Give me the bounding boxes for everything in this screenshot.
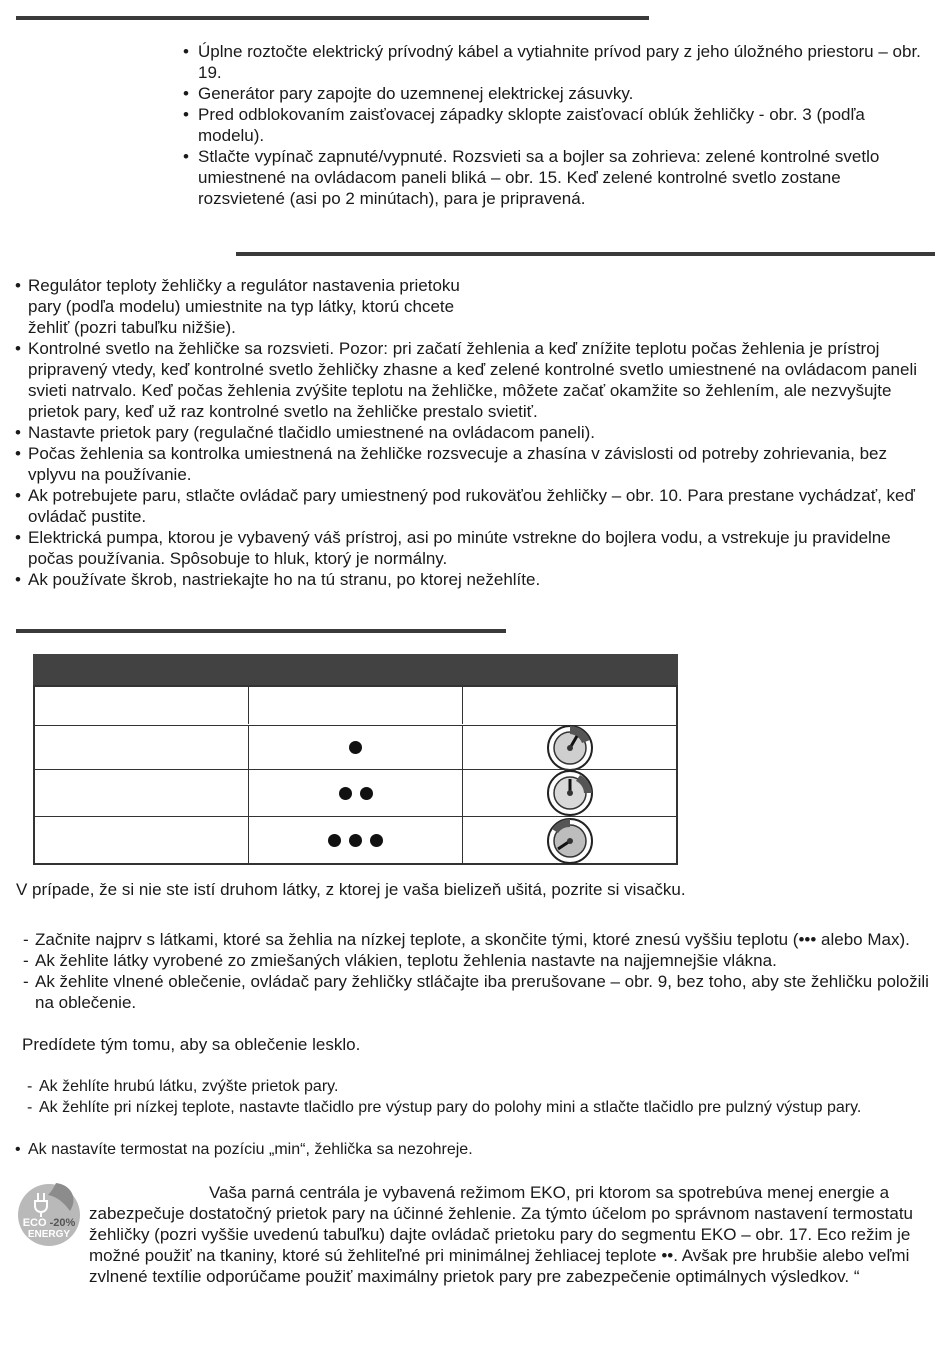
table-cell [35, 687, 249, 724]
eco-mode-paragraph [89, 1182, 932, 1287]
ironing-tip: - Ak žehlite látky vyrobené zo zmiešaných vlákien, teplotu žehlenia nastavte na najjemnejšie vlákna. [18, 950, 933, 971]
table-row-blank [35, 687, 676, 724]
setup-bullet: • Stlačte vypínač zapnuté/vypnuté. Rozsvieti sa a bojler sa zohrieva: zelené kontrolné svetlo umiestnené na ovládacom paneli bliká – obr. 15. Keď zelené kontrolné svetlo zostane rozsvietené (asi po 2 minútach), para je pripravená. [183, 146, 928, 209]
temperature-dots-cell [249, 770, 463, 816]
usage-bullet: • Regulátor teploty žehličky a regulátor nastavenia prietoku pary (podľa modelu) umiestnite na typ látky, ktorú chcete žehliť (pozri tabuľku nižšie). [15, 275, 488, 338]
table-cell [249, 687, 463, 724]
section-rule-table [16, 629, 506, 633]
eco-leaf-icon [16, 1179, 82, 1249]
eco-logo-percent: -20% [49, 1217, 76, 1229]
thermostat-note-list [15, 1139, 915, 1160]
section-rule-usage [236, 252, 935, 256]
steam-dial-high-icon [546, 817, 594, 865]
dial-cell [463, 817, 676, 864]
setup-bullet: • Úplne roztočte elektrický prívodný kábel a vytiahnite prívod pary z jeho úložného priestoru – obr. 19. [183, 41, 928, 83]
dial-cell [463, 726, 676, 769]
temperature-dots-cell [249, 817, 463, 864]
usage-bullet: • Nastavte prietok pary (regulačné tlačidlo umiestnené na ovládacom paneli). [15, 422, 937, 443]
table-row [35, 725, 676, 769]
usage-bullet: • Ak potrebujete paru, stlačte ovládač pary umiestnený pod rukoväťou žehličky – obr. 10. Para prestane vychádzať, keď ovládač pustite. [15, 485, 937, 527]
one-dot-icon [349, 741, 362, 754]
eco-logo-word: ECO [22, 1217, 47, 1229]
three-dots-icon [328, 834, 383, 847]
table-cell [35, 770, 249, 816]
dial-cell [463, 770, 676, 816]
usage-bullet: • Ak používate škrob, nastriekajte ho na tú stranu, po ktorej nežehlíte. [15, 569, 937, 590]
usage-bullet: • Kontrolné svetlo na žehličke sa rozsvieti. Pozor: pri začatí žehlenia a keď znížite teplotu počas žehlenia je prístroj pripravený vtedy, keď kontrolné svetlo žehličky zhasne a keď zelené kontrolné svetlo umiestnené na ovládacom paneli svieti natrvalo. Keď počas žehlenia zvýšite teplotu na žehličke, môžete začať okamžite so žehlením, ale nezvyšujte prietok pary, keď už raz kontrolné svetlo na žehličke prestalo svietiť. [15, 338, 937, 422]
eco-energy-logo [16, 1179, 82, 1249]
table-row [35, 769, 676, 816]
ironing-tips-list [18, 929, 933, 1013]
setup-bullet: • Generátor pary zapojte do uzemnenej elektrickej zásuvky. [183, 83, 928, 104]
usage-bullet: • Elektrická pumpa, ktorou je vybavený váš prístroj, asi po minúte vstrekne do bojlera vodu, a vstrekuje ju pravidelne počas používania. Spôsobuje to hluk, ktorý je normálny. [15, 527, 937, 569]
steam-tip: - Ak žehlíte pri nízkej teplote, nastavte tlačidlo pre výstup pary do polohy mini a stlačte tlačidlo pre pulzný výstup pary. [22, 1097, 922, 1118]
eco-logo-energy: ENERGY [27, 1229, 71, 1240]
steam-tips-list [22, 1076, 922, 1118]
fabric-settings-table [33, 654, 678, 865]
table-cell [463, 687, 676, 724]
ironing-tips-tail: Predídete tým tomu, aby sa oblečenie lesklo. [22, 1035, 361, 1054]
setup-bullet-list [183, 41, 928, 209]
steam-dial-medium-icon [546, 769, 594, 817]
ironing-tip: - Začnite najprv s látkami, ktoré sa žehlia na nízkej teplote, a skončite tými, ktoré znesú vyššiu teplotu (••• alebo Max). [18, 929, 933, 950]
table-header-bar [33, 654, 678, 685]
table-cell [35, 817, 249, 864]
two-dots-icon [339, 787, 373, 800]
fabric-label-note: V prípade, že si nie ste istí druhom látky, z ktorej je vaša bielizeň ušitá, pozrite si visačku. [16, 880, 686, 899]
usage-bullet-list [15, 275, 937, 590]
setup-bullet: • Pred odblokovaním zaisťovacej západky sklopte zaisťovací oblúk žehličky - obr. 3 (podľa modelu). [183, 104, 928, 146]
thermostat-note: • Ak nastavíte termostat na pozíciu „min“, žehlička sa nezohreje. [15, 1139, 915, 1160]
steam-tip: - Ak žehlíte hrubú látku, zvýšte prietok pary. [22, 1076, 922, 1097]
svg-text:ECO -20% [23, 1217, 76, 1229]
table-cell [35, 726, 249, 769]
steam-dial-low-icon [546, 724, 594, 772]
table-row [35, 816, 676, 864]
section-rule-top [16, 16, 649, 20]
usage-bullet: • Počas žehlenia sa kontrolka umiestnená na žehličke rozsvecuje a zhasína v závislosti od potreby zohrievania, bez vplyvu na používanie. [15, 443, 937, 485]
temperature-dots-cell [249, 726, 463, 769]
table-body [33, 685, 678, 865]
ironing-tip: - Ak žehlite vlnené oblečenie, ovládač pary žehličky stláčajte iba prerušovane – obr. 9, bez toho, aby ste žehličku položili na oblečenie. [18, 971, 933, 1013]
eco-mode-text: Vaša parná centrála je vybavená režimom EKO, pri ktorom sa spotrebúva menej energie a zabezpečuje dostatočný prietok pary na účinné žehlenie. Za týmto účelom po správnom nastavení termostatu žehličky (pozri vyššie uvedenú tabuľku) dajte ovládač prietoku pary do segmentu EKO – obr. 17. Eco režim je možné použiť na tkaniny, ktoré sú žehliteľné pri minimálnej žehliacej teplote ••. Avšak pre hrubšie alebo veľmi zvlnené textílie odporúčame použiť maximálny prietok pary pre zabezpečenie optimálnych výsledkov. “ [89, 1183, 914, 1286]
